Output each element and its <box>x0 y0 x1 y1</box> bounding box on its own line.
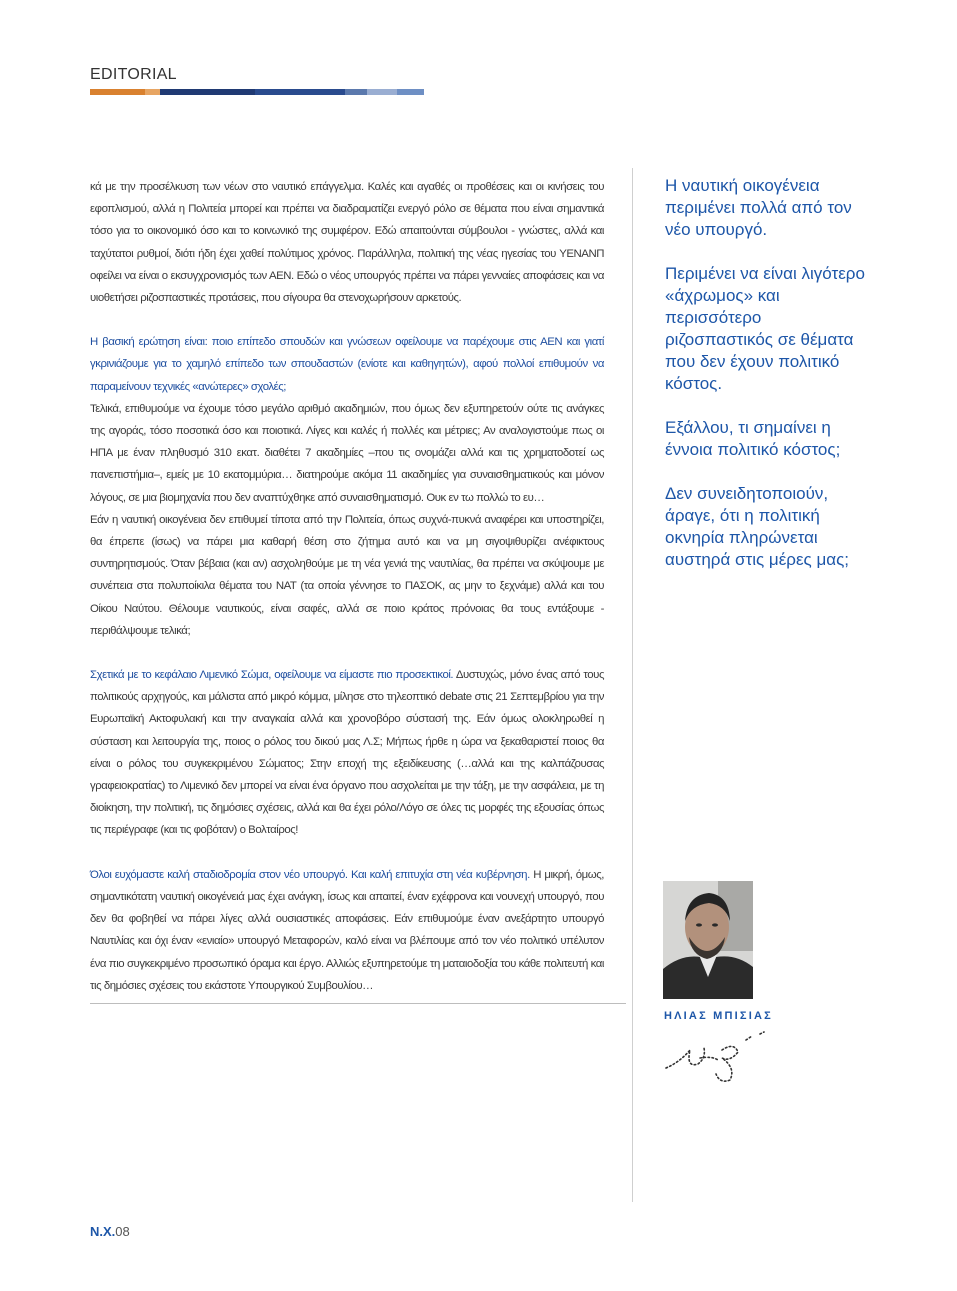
page-number: 08 <box>115 1224 130 1239</box>
pull-quote: Εξάλλου, τι σημαίνει η έννοια πολιτικό κόστος; <box>665 418 841 459</box>
article-body <box>90 176 604 997</box>
author-photo <box>663 881 753 999</box>
section-label: EDITORIAL <box>90 66 177 83</box>
color-bar-segment <box>255 89 345 95</box>
pull-quote: Δεν συνειδητοποιούν, άραγε, ότι η πολιτική οκνηρία πληρώνεται αυστηρά στις μέρες μας; <box>665 484 849 569</box>
pull-quote: Περιμένει να είναι λιγότερο «άχρωμος» και περισσότερο ριζοσπαστικός σε θέματα που δεν έχουν πολιτικό κόστος. <box>665 264 865 393</box>
color-bar-segment <box>160 89 255 95</box>
article-end-divider <box>90 1003 626 1004</box>
color-bar-segment <box>145 89 160 95</box>
color-bar-segment <box>345 89 367 95</box>
signature <box>660 1028 772 1086</box>
magazine-brand: Ν.Χ. <box>90 1224 116 1239</box>
author-name: ΗΛΙΑΣ ΜΠΙΣΙΑΣ <box>664 1010 773 1022</box>
header-color-bar <box>90 89 424 95</box>
pull-quote: Η ναυτική οικογένεια περιμένει πολλά από τον νέο υπουργό. <box>665 176 852 239</box>
paragraph-question: Η βασική ερώτηση είναι: ποιο επίπεδο σπουδών και γνώσεων οφείλουμε να παρέχουμε στις ΑΕΝ και γιατί γκρινιάζουμε για το χαμηλό επίπεδο των σπουδαστών (ενίοτε και καθηγητών), αφού πολλοί επιθυμούν να παραμείνουν τεχνικές «ανώτερες» σχολές; <box>90 336 604 393</box>
color-bar-segment <box>397 89 424 95</box>
paragraph: Εάν η ναυτική οικογένεια δεν επιθυμεί τίποτα από την Πολιτεία, όπως συχνά-πυκνά αναφέρει και υποστηρίζει, θα έπρεπε (ίσως) να πάρει μια καθαρή θέση στο ζήτημα αυτό και να μη σιγοψιθυρίζει ανέφικτους συντηρητισμούς. Όταν βέβαια (και αν) ασχοληθούμε με τη νέα γενιά της ναυτιλίας, θα πρέπει να σκύψουμε με συνέπεια στα πολυποίκιλα θέματα του ΝΑΤ (τα οποία γέννησε το ΠΑΣΟΚ, ας μην το ξεχνάμε) αλλά και του Οίκου Ναύτου. Θέλουμε ναυτικούς, είναι σαφές, αλλά σε ποιο κράτος πρόνοιας θα τους εντάξουμε - περιθάλψουμε τελικά; <box>90 513 604 637</box>
page-folio <box>90 1224 130 1239</box>
pull-quotes <box>665 175 865 593</box>
column-divider <box>632 168 633 1202</box>
color-bar-segment <box>90 89 145 95</box>
paragraph: Όλοι ευχόμαστε καλή σταδιοδρομία στον νέο υπουργό. Και καλή επιτυχία στη νέα κυβέρνηση. Η μικρή, όμως, σημαντικότατη ναυτική οικογένειά μας έχει ανάγκη, ίσως και απαιτεί, έναν εχέφρονα και νουνεχή υπουργό, που δεν θα φοβηθεί να πάρει λίγες αλλά ουσιαστικές αποφάσεις. Εάν επιθυμούμε έναν ανεξάρτητο υπουργό Ναυτιλίας και όχι έναν «ενιαίο» υπουργό Μεταφορών, καλό είναι να βλέπουμε από τον νέο πολιτικό υπέλυτον ένα πιο συγκεκριμένο προσωπικό όραμα και έργο. Αλλιώς εξυπηρετούμε τη ματαιοδοξία του κάθε πολιτευτή και τις δημόσιες σχέσεις του εκάστοτε Υπουργικού Συμβουλίου… <box>90 868 604 992</box>
paragraph: Σχετικά με το κεφάλαιο Λιμενικό Σώμα, οφείλουμε να είμαστε πιο προσεκτικοί. Δυστυχώς, μόνο ένας από τους πολιτικούς αρχηγούς, και μάλιστα από μικρό κόμμα, μίλησε στο τηλεοπτικό debate στις 21 Σεπτεμβρίου για την Ευρωπαϊκή Ακτοφυλακή και την αναγκαία αλλά και χρονοβόρο σύστασή της. Εάν όμως ολοκληρωθεί η σύσταση και λειτουργία της, ποιος ο ρόλος του δικού μας Λ.Σ; Μήπως ήρθε η ώρα να ξεκαθαριστεί ποιος θα είναι ο ρόλος του συγκεκριμένου Σώματος; Στην εποχή της εξειδίκευσης (…αλλά και της καλπάζουσας γραφειοκρατίας) το Λιμενικό δεν μπορεί να είναι ένα όργανο που ασχολείται με την τάξη, με την ασφάλεια, με τη διοίκηση, την πολιτική, τις δημόσιες σχέσεις, αλλά και θα έχει ρόλο/Λόγο σε όλες τις μορφές της εξουσίας όπως τις περιέγραφε (και τις φοβόταν) ο Βολταίρος! <box>90 669 604 837</box>
paragraph: Τελικά, επιθυμούμε να έχουμε τόσο μεγάλο αριθμό ακαδημιών, που όμως δεν εξυπηρετούν ούτε τις ανάγκες της αγοράς, τόσο ποσοτικά όσο και ποιοτικά. Λίγες και καλές ή πολλές και μέτριες; Αν αναλογιστούμε πως οι ΗΠΑ με έναν πληθυσμό 310 εκατ. διαθέτει 7 ακαδημίες –που τις ονομάζει αλλά και τις χρηματοδοτεί ως πανεπιστήμια–, εμείς με 10 εκατομμύρια… διατηρούμε ακόμα 11 ακαδημίες για συναισθηματικούς και μόνον λόγους, σε μια βιομηχανία που δεν αναπτύχθηκε από συναισθηματισμό. Ουκ εν τω πολλώ το ευ… <box>90 402 604 504</box>
color-bar-segment <box>367 89 397 95</box>
paragraph: κά με την προσέλκυση των νέων στο ναυτικό επάγγελμα. Καλές και αγαθές οι προθέσεις και οι κινήσεις του εφοπλισμού, αλλά η Πολιτεία μπορεί και πρέπει να διαδραματίζει ενεργό ρόλο σε θέματα που είναι σημαντικά τόσο για το οικονομικό όσο και το κοινωνικό της συμφέρον. Εδώ απαιτούνται σύμβουλοι - γνώστες, αλλά και ταχύτατοι ρυθμοί, διότι ήδη έχει χαθεί πολύτιμος χρόνος. Παράλληλα, πολιτική της νέας ηγεσίας του ΥΕΝΑΝΠ οφείλει να είναι ο εκσυγχρονισμός των ΑΕΝ. Εδώ ο νέος υπουργός πρέπει να πάρει γενναίες αποφάσεις και να υιοθετήσει ριζοσπαστικές προτάσεις, που σίγουρα θα στενοχωρήσουν αρκετούς. <box>90 181 604 305</box>
